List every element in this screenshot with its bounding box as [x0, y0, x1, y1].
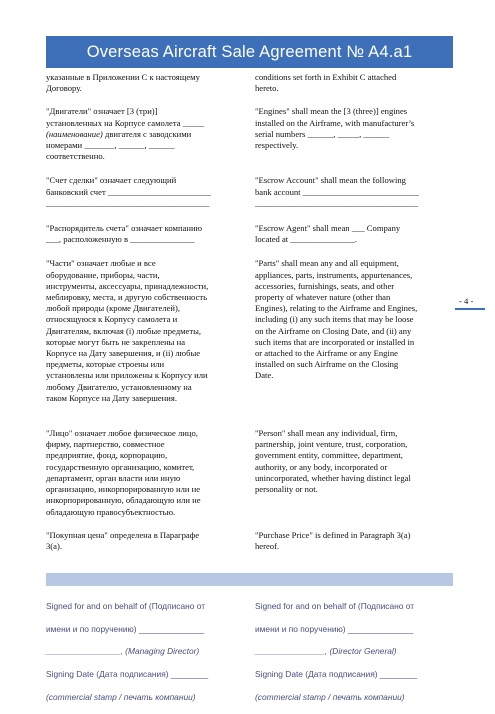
definition-en: "Escrow Account" shall mean the following bank account ___________________________ ______________________________________: [255, 175, 419, 208]
definition-ru: "Лицо" означает любое физическое лицо, фирму, партнерство, совместное предприятие, фонд, корпорацию, государственную организацию, комитет, департамент, орган власти или иную организацию, инкорпорированную или не инкорпорированную, обладающую или не обладающую правосубъектностью.: [46, 428, 201, 517]
definition-row: [46, 72, 453, 94]
signature-line: имени и по поручению) ______________: [255, 623, 414, 634]
signing-date-line: Signing Date (Дата подписания) ________: [46, 669, 209, 680]
signature-footer: [46, 590, 453, 714]
placeholder-name-note: (наименование): [46, 128, 103, 139]
signature-line: Signed for and on behalf of (Подписано от: [255, 601, 415, 612]
signature-block-left: [46, 590, 244, 714]
page-number: - 4 -: [459, 296, 474, 306]
definition-en: "Purchase Price" is defined in Paragraph 3(a) hereof.: [255, 529, 411, 551]
page-number-rule: [455, 308, 485, 310]
signing-date-line: Signing Date (Дата подписания) ________: [255, 669, 418, 680]
stamp-line: (commercial stamp / печать компании): [46, 691, 196, 702]
definition-ru: "Счет сделки" означает следующий банковский счет ________________________ ______________________________________: [46, 175, 211, 208]
definition-row: [46, 530, 453, 552]
definition-ru: "Покупная цена" определена в Параграфе 3(а).: [46, 529, 200, 551]
definition-row: [46, 223, 453, 245]
definition-ru: "Распорядитель счета" означает компанию ___, расположенную в _______________: [46, 223, 203, 245]
definition-row: [46, 428, 453, 518]
definition-ru: "Двигатели" означает [3 (три)] установленных на Корпусе самолета _____ (наименование) двигателя с заводскими номерами _______, ______, ______ соответственно.: [46, 106, 205, 162]
definition-en: "Engines" shall mean the [3 (three)] engines installed on the Airframe, with manufacturer’s serial numbers ______, _____, ______ respectively.: [255, 106, 415, 151]
definition-en: "Person" shall mean any individual, firm, partnership, joint venture, trust, corporation, government entity, committee, department, authority, or any body, incorporated or unincorporated, whether having distinct legal personality or not.: [255, 428, 411, 495]
definition-row: [46, 106, 453, 162]
document-title: Overseas Aircraft Sale Agreement № A4.a1: [86, 42, 413, 61]
definition-row: [46, 258, 453, 404]
definition-en: "Parts" shall mean any and all equipment, appliances, parts, instruments, appurtenances, accessories, furnishings, seats, and other property of whatever nature (other than Engines), relating to the Airframe and Engines, including (i) any such items that may be loose on the Airframe on Closing Date, and (ii) any such items that are incorporated or installed in or attached to the Airframe or any Engine installed on such Airframe on the Closing Date.: [255, 258, 418, 381]
signature-line: _______________, (Director General): [255, 646, 397, 657]
definitions-table: [46, 68, 453, 552]
definition-en: conditions set forth in Exhibit C attached hereto.: [255, 72, 397, 94]
footer-band: [46, 573, 453, 586]
definition-ru: указанные в Приложении С к настоящему Договору.: [46, 72, 200, 94]
signature-line: имени и по поручению) ______________: [46, 623, 205, 634]
signature-line: ________________, (Managing Director): [46, 646, 200, 657]
definition-row: [46, 175, 453, 209]
document-header-bar: [46, 36, 453, 68]
signature-line: Signed for and on behalf of (Подписано от: [46, 601, 206, 612]
stamp-line: (commercial stamp / печать компании): [255, 691, 405, 702]
definition-en: "Escrow Agent" shall mean ___ Company located at _______________.: [255, 223, 401, 245]
definition-ru: "Части" означает любые и все оборудование, приборы, части, инструменты, аксессуары, принадлежности, меблировку, места, и другую собственность любой природы (кроме Двигателей), относящуюся к Корпусу самолета и Двигателям, включая (i) любые предметы, которые могут быть не закреплены на Корпусе на Дату завершения, и (ii) любые предметы, которые строены или установлены или приложены к Корпусу или любому Двигателю, установленному на таком Корпусе на Дату завершения.: [46, 258, 209, 403]
signature-block-right: [255, 590, 453, 714]
